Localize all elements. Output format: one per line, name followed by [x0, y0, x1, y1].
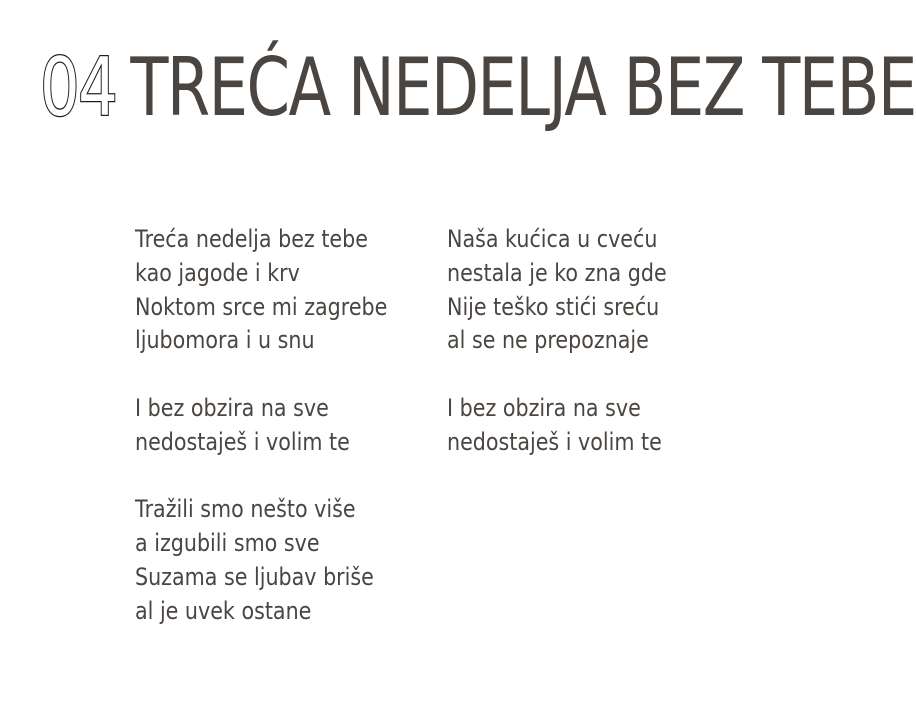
- song-heading: [40, 40, 916, 135]
- lyric-line: I bez obzira na sve: [135, 393, 329, 422]
- stanza: [135, 493, 387, 628]
- lyric-line: Tražili smo nešto više: [135, 495, 356, 524]
- stanza-chorus: [135, 392, 387, 460]
- track-number: 04: [40, 41, 117, 134]
- lyric-line: nedostaješ i volim te: [135, 427, 350, 456]
- lyric-line: Nije teško stići sreću: [447, 292, 660, 321]
- lyrics-left-column: [135, 223, 387, 629]
- lyric-line: ljubomora i u snu: [135, 326, 315, 355]
- stanza-chorus: [447, 392, 667, 460]
- lyric-line: nestala je ko zna gde: [447, 258, 667, 287]
- lyric-line: a izgubili smo sve: [135, 529, 320, 558]
- song-title: TREĆA NEDELJA BEZ TEBE: [130, 41, 916, 134]
- lyric-line: al se ne prepoznaje: [447, 326, 649, 355]
- lyric-line: al je uvek ostane: [135, 596, 312, 625]
- stanza: [447, 223, 667, 358]
- lyrics-right-column: [447, 223, 667, 460]
- lyric-line: kao jagode i krv: [135, 258, 300, 287]
- lyric-line: Treća nedelja bez tebe: [135, 225, 368, 253]
- lyric-line: Noktom srce mi zagrebe: [135, 292, 388, 321]
- lyric-line: Naša kućica u cveću: [447, 225, 658, 253]
- lyric-line: I bez obzira na sve: [447, 393, 641, 422]
- lyric-line: Suzama se ljubav briše: [135, 562, 374, 591]
- stanza: [135, 223, 387, 358]
- lyric-line: nedostaješ i volim te: [447, 427, 662, 456]
